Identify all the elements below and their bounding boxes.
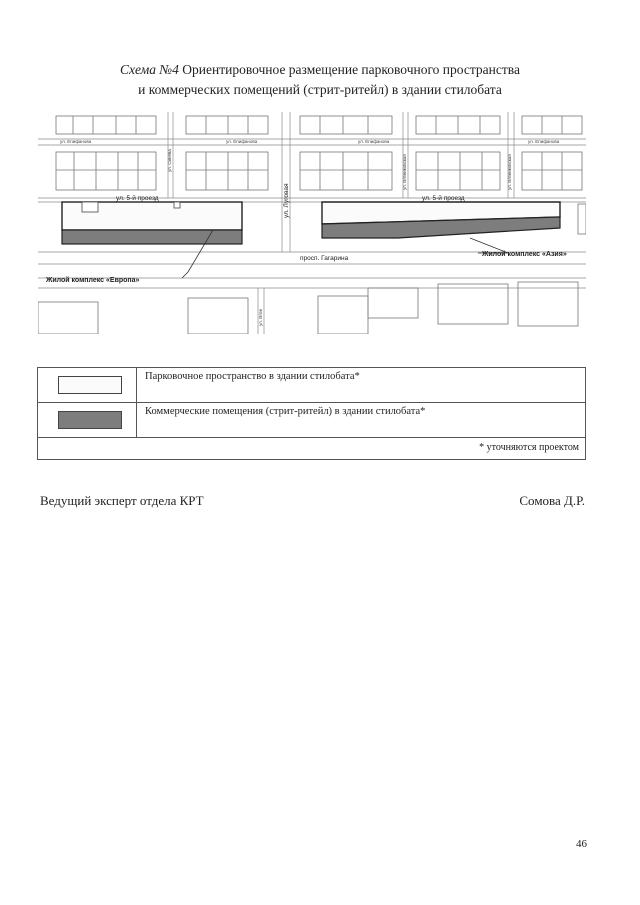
page-number: 46 [576,838,587,850]
street-label: ул. Вязниковская [402,154,407,190]
street-label: ул. Епифанова [528,139,560,144]
legend-swatch-commercial [58,411,122,429]
legend-row [38,368,586,403]
complex-evropa [62,202,242,244]
street-label: ул. Вязн [258,308,263,326]
legend-row [38,403,586,438]
legend-swatch-parking [58,376,122,394]
title-line-2: и коммерческих помещений (стрит-ритейл) в здании стилобата [138,82,502,97]
street-label: ул. Луговая [283,183,290,218]
complex-evropa-label: Жилой комплекс «Европа» [46,277,140,284]
street-label: ул. Синева [167,149,172,172]
title-line-1 [0,60,640,80]
legend-table [37,367,586,460]
legend-note: * уточняются проектом [38,438,586,460]
site-map [38,112,586,334]
street-label: ул. Епифанова [60,139,92,144]
signature-position: Ведущий эксперт отдела КРТ [40,493,204,508]
street-label: ул. 5-й проезд [422,195,465,202]
scheme-number: Схема №4 [120,62,179,77]
legend-label: Коммерческие помещения (стрит-ритейл) в здании стилобата* [137,403,586,438]
complex-asia-label: Жилой комплекс «Азия» [482,251,567,258]
title-line-1-text: Ориентировочное размещение парковочного пространства [182,62,520,77]
scheme-title [0,60,640,100]
street-label: ул. Епифанова [358,139,390,144]
street-label: просп. Гагарина [300,255,349,262]
street-label: ул. Вязниковская [507,154,512,190]
legend-label: Парковочное пространство в здании стилобата* [137,368,586,403]
street-label: ул. 5-й проезд [116,195,159,202]
street-label: ул. Епифанова [226,139,258,144]
legend-note-row [38,438,586,460]
signature-name: Сомова Д.Р. [519,493,585,508]
